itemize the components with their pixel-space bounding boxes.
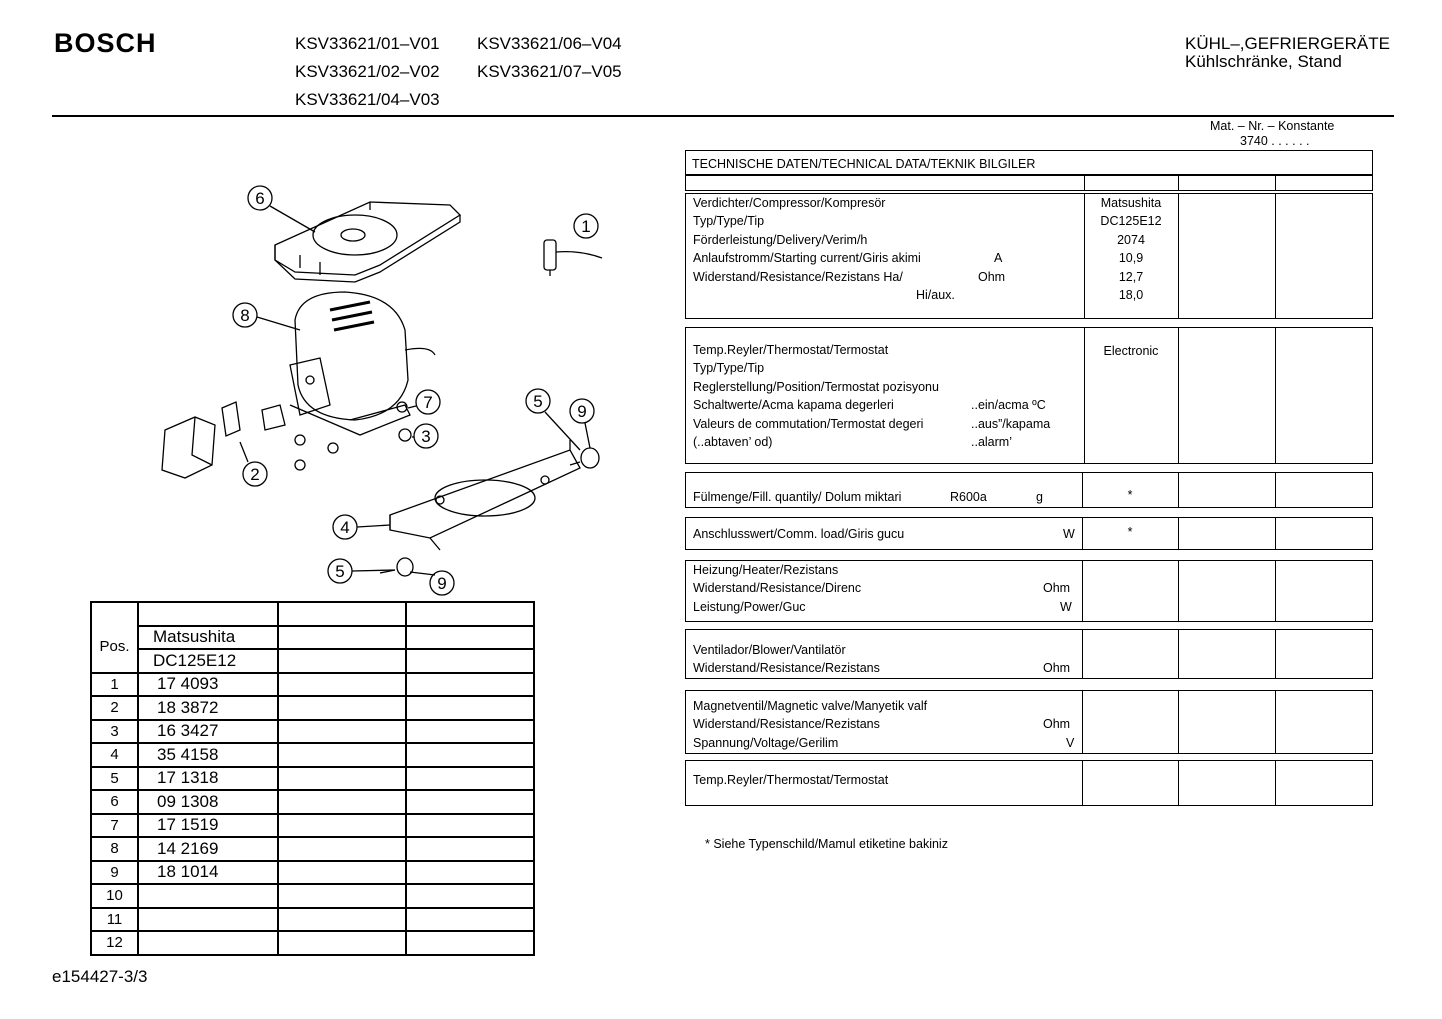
callout-label: 4 xyxy=(340,518,350,537)
thermostat-row-label: Schaltwerte/Acma kapama degerleri xyxy=(693,398,894,413)
model-code: KSV33621/04–V03 xyxy=(295,90,440,109)
part-number-cell: 14 2169 xyxy=(138,837,278,861)
model-list xyxy=(295,30,659,114)
table-row xyxy=(91,743,534,767)
compressor-row-label: Förderleistung/Delivery/Verim/h xyxy=(693,232,868,247)
compressor-row-value: 10,9 xyxy=(1118,251,1144,266)
thermostat2-label: Temp.Reyler/Thermostat/Termostat xyxy=(693,773,889,787)
compressor-row-label: Anlaufstromm/Starting current/Giris akimi xyxy=(693,251,921,266)
pos-cell: 4 xyxy=(91,743,138,767)
load-unit: W xyxy=(1063,527,1075,541)
blower-row-unit: Ohm xyxy=(1043,661,1071,676)
load-value: * xyxy=(1127,525,1133,539)
material-number xyxy=(1210,119,1334,149)
baseplate-part xyxy=(390,440,580,550)
model-code: KSV33621/07–V05 xyxy=(477,62,622,81)
fill-gas: R600a xyxy=(950,490,987,504)
table-row xyxy=(91,861,534,885)
pos-cell: 3 xyxy=(91,720,138,744)
compressor-row-value: 18,0 xyxy=(1118,288,1144,302)
part-number-cell xyxy=(138,931,278,955)
table-row xyxy=(91,837,534,861)
model-code: KSV33621/06–V04 xyxy=(477,34,622,53)
thermostat-section xyxy=(685,327,1373,464)
pos-cell: 2 xyxy=(91,696,138,720)
callout-label: 2 xyxy=(250,465,260,484)
heater-row-unit: Ohm xyxy=(1043,581,1071,596)
parts-table xyxy=(90,601,535,956)
blower-row-label: Ventilador/Blower/Vantilatör xyxy=(693,643,846,657)
valve-section xyxy=(685,690,1373,754)
compressor-row-value: Matsushita xyxy=(1100,196,1162,210)
table-row xyxy=(91,673,534,697)
thermostat-row-label: Temp.Reyler/Thermostat/Termostat xyxy=(693,343,889,357)
part-number-cell: 18 1014 xyxy=(138,861,278,885)
callout-label: 1 xyxy=(581,217,591,236)
thermostat-row-label: (..abtaven’ od) xyxy=(693,435,773,449)
pos-cell: 10 xyxy=(91,884,138,908)
compressor-row-label: Typ/Type/Tip xyxy=(693,214,765,229)
model-header: DC125E12 xyxy=(138,649,278,673)
compressor-row-value: DC125E12 xyxy=(1100,214,1162,229)
thermostat-row-unit: ..ein/acma ºC xyxy=(971,398,1046,413)
callout-label: 9 xyxy=(437,574,447,593)
valve-row-unit: V xyxy=(1066,735,1075,750)
blower-row-label: Widerstand/Resistance/Rezistans xyxy=(693,661,880,676)
thermostat-row-unit: ..alarm’ xyxy=(971,435,1012,449)
category-title xyxy=(1185,35,1390,71)
callout-label: 3 xyxy=(421,427,431,446)
pos-cell: 7 xyxy=(91,814,138,838)
category-line2: Kühlschränke, Stand xyxy=(1185,52,1342,71)
part-number-cell: 17 1318 xyxy=(138,767,278,791)
heater-row-label: Heizung/Heater/Rezistans xyxy=(693,563,839,577)
valve-row-label: Spannung/Voltage/Gerilim xyxy=(693,735,839,750)
valve-row-label: Magnetventil/Magnetic valve/Manyetik valf xyxy=(693,699,928,713)
part-number-cell: 35 4158 xyxy=(138,743,278,767)
compressor-row-label: Hi/aux. xyxy=(916,288,955,302)
pos-cell: 9 xyxy=(91,861,138,885)
table-row xyxy=(91,908,534,932)
compressor-row-label: Verdichter/Compressor/Kompresör xyxy=(693,196,886,210)
compressor-row-label: Widerstand/Resistance/Rezistans Ha/ xyxy=(693,269,903,284)
thermostat-row-unit: ..aus”/kapama xyxy=(971,416,1051,431)
valve-row-label: Widerstand/Resistance/Rezistans xyxy=(693,717,880,732)
model-code: KSV33621/01–V01 xyxy=(295,34,440,53)
category-line1: KÜHL–,GEFRIERGERÄTE xyxy=(1185,34,1390,53)
part-number-cell: 09 1308 xyxy=(138,790,278,814)
blower-section xyxy=(685,629,1373,679)
callout-label: 6 xyxy=(255,189,265,208)
mat-value: 3740 . . . . . . xyxy=(1240,134,1310,148)
pos-cell: 5 xyxy=(91,767,138,791)
compressor-part xyxy=(290,292,435,435)
compressor-section xyxy=(685,193,1373,319)
thermostat2-section xyxy=(685,760,1373,806)
table-row xyxy=(91,790,534,814)
callout-label: 8 xyxy=(240,306,250,325)
tech-title-box xyxy=(685,150,1373,175)
part-number-cell: 18 3872 xyxy=(138,696,278,720)
fill-section xyxy=(685,472,1373,508)
compressor-row-value: 12,7 xyxy=(1118,269,1144,284)
part-number-cell: 16 3427 xyxy=(138,720,278,744)
callout-label: 7 xyxy=(423,393,433,412)
thermostat-row-label: Reglerstellung/Position/Termostat pozisyonu xyxy=(693,379,939,394)
tech-title: TECHNISCHE DATEN/TECHNICAL DATA/TEKNIK BILGILER xyxy=(692,157,1036,171)
brand-logo: BOSCH xyxy=(54,28,157,58)
pos-cell: 8 xyxy=(91,837,138,861)
capacitor-part xyxy=(544,240,602,276)
part-number-cell xyxy=(138,884,278,908)
fill-value: * xyxy=(1127,488,1133,502)
fill-label: Fülmenge/Fill. quantily/ Dolum miktari xyxy=(693,490,902,504)
load-section xyxy=(685,517,1373,550)
brand-header: Matsushita xyxy=(138,626,278,650)
part-number-cell xyxy=(138,908,278,932)
document-id: e154427-3/3 xyxy=(52,967,148,986)
valve-row-unit: Ohm xyxy=(1043,717,1071,732)
compressor-row-unit: A xyxy=(994,251,1003,266)
heater-row-unit: W xyxy=(1060,599,1072,614)
load-label: Anschlusswert/Comm. load/Giris gucu xyxy=(693,527,905,541)
table-row xyxy=(91,767,534,791)
table-row xyxy=(91,814,534,838)
thermostat-value: Electronic xyxy=(1103,344,1159,358)
fill-unit: g xyxy=(1036,490,1043,504)
part-number-cell: 17 4093 xyxy=(138,673,278,697)
part-number-cell: 17 1519 xyxy=(138,814,278,838)
callout-label: 9 xyxy=(577,402,587,421)
heater-row-label: Leistung/Power/Guc xyxy=(693,599,806,614)
pos-cell: 12 xyxy=(91,931,138,955)
callout-label: 5 xyxy=(335,562,345,581)
table-row xyxy=(91,931,534,955)
table-row xyxy=(91,884,534,908)
thermostat-row-label: Valeurs de commutation/Termostat degeri xyxy=(693,416,924,431)
table-row xyxy=(91,720,534,744)
callout-label: 5 xyxy=(533,392,543,411)
tech-column-header xyxy=(685,175,1373,191)
drip-tray-part xyxy=(275,202,460,282)
table-row xyxy=(91,696,534,720)
compressor-row-unit: Ohm xyxy=(978,269,1006,284)
parts-rows xyxy=(91,673,534,955)
thermostat-row-label: Typ/Type/Tip xyxy=(693,361,765,376)
exploded-parts-diagram xyxy=(140,180,610,600)
mat-label: Mat. – Nr. – Konstante xyxy=(1210,119,1335,133)
heater-section xyxy=(685,560,1373,622)
pos-cell: 6 xyxy=(91,790,138,814)
compressor-row-value: 2074 xyxy=(1117,232,1145,247)
header-divider xyxy=(52,115,1394,117)
footnote: * Siehe Typenschild/Mamul etiketine bakiniz xyxy=(705,837,948,851)
pos-cell: 11 xyxy=(91,908,138,932)
heater-row-label: Widerstand/Resistance/Direnc xyxy=(693,581,862,596)
model-code: KSV33621/02–V02 xyxy=(295,62,440,81)
pos-header: Pos. xyxy=(91,602,138,673)
pos-cell: 1 xyxy=(91,673,138,697)
